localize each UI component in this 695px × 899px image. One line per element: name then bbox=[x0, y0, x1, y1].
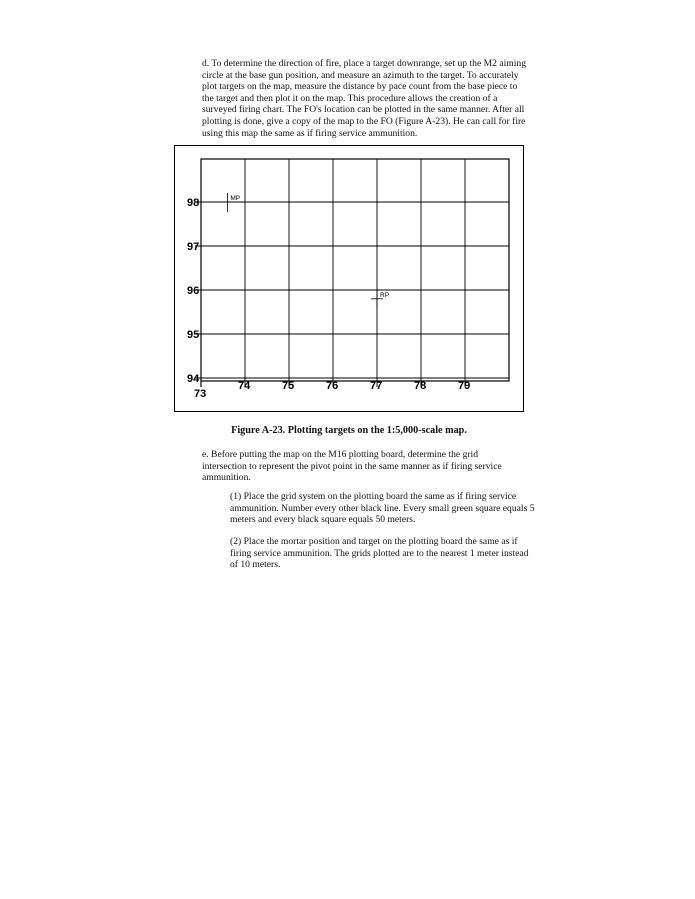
northing-label: 94 bbox=[187, 373, 200, 385]
point-label: RP bbox=[380, 291, 390, 299]
easting-label: 76 bbox=[326, 380, 339, 392]
paragraph-e1: (1) Place the grid system on the plotting board the same as if firing service ammunition. Number every other black line. Every small green square equals 5 meters and every black square equals 50 meters. bbox=[230, 491, 535, 526]
northing-label: 97 bbox=[187, 241, 200, 253]
grid-lines bbox=[195, 159, 509, 387]
paragraph-d: d. To determine the direction of fire, place a target downrange, set up the M2 aiming circle at the base gun position, and measure an azimuth to the target. To accurately plot targets on the map, measure the distance by pace count from the base piece to the target and then plot it on the map. This procedure allows the creation of a surveyed firing chart. The FO's location can be plotted in the same manner. After all plotting is done, give a copy of the map to the FO (Figure A-23). He can call for fire using this map the same as if firing service ammunition. bbox=[202, 58, 526, 139]
figure-caption: Figure A-23. Plotting targets on the 1:5,000-scale map. bbox=[231, 425, 467, 436]
paragraph-e2: (2) Place the mortar position and target on the plotting board the same as if firing service ammunition. The grids plotted are to the nearest 1 meter instead of 10 meters. bbox=[230, 536, 529, 571]
grid-border bbox=[201, 159, 509, 381]
northing-label: 96 bbox=[187, 285, 200, 297]
plot-point-mp bbox=[221, 193, 240, 212]
easting-label: 79 bbox=[458, 380, 471, 392]
plot-point-rp bbox=[371, 290, 389, 309]
easting-label: 75 bbox=[282, 380, 295, 392]
easting-label: 78 bbox=[414, 380, 427, 392]
northing-label: 98 bbox=[187, 197, 200, 209]
plotted-points bbox=[221, 193, 389, 309]
easting-origin-label: 73 bbox=[194, 388, 207, 400]
grid-map-figure bbox=[174, 145, 524, 412]
easting-label: 74 bbox=[238, 380, 251, 392]
easting-labels bbox=[194, 380, 470, 400]
northing-labels bbox=[187, 197, 200, 385]
easting-label: 77 bbox=[370, 380, 383, 392]
point-label: MP bbox=[230, 195, 241, 202]
northing-label: 95 bbox=[187, 329, 200, 341]
paragraph-e: e. Before putting the map on the M16 plotting board, determine the grid intersection to represent the pivot point in the same manner as if firing service ammunition. bbox=[202, 449, 502, 484]
